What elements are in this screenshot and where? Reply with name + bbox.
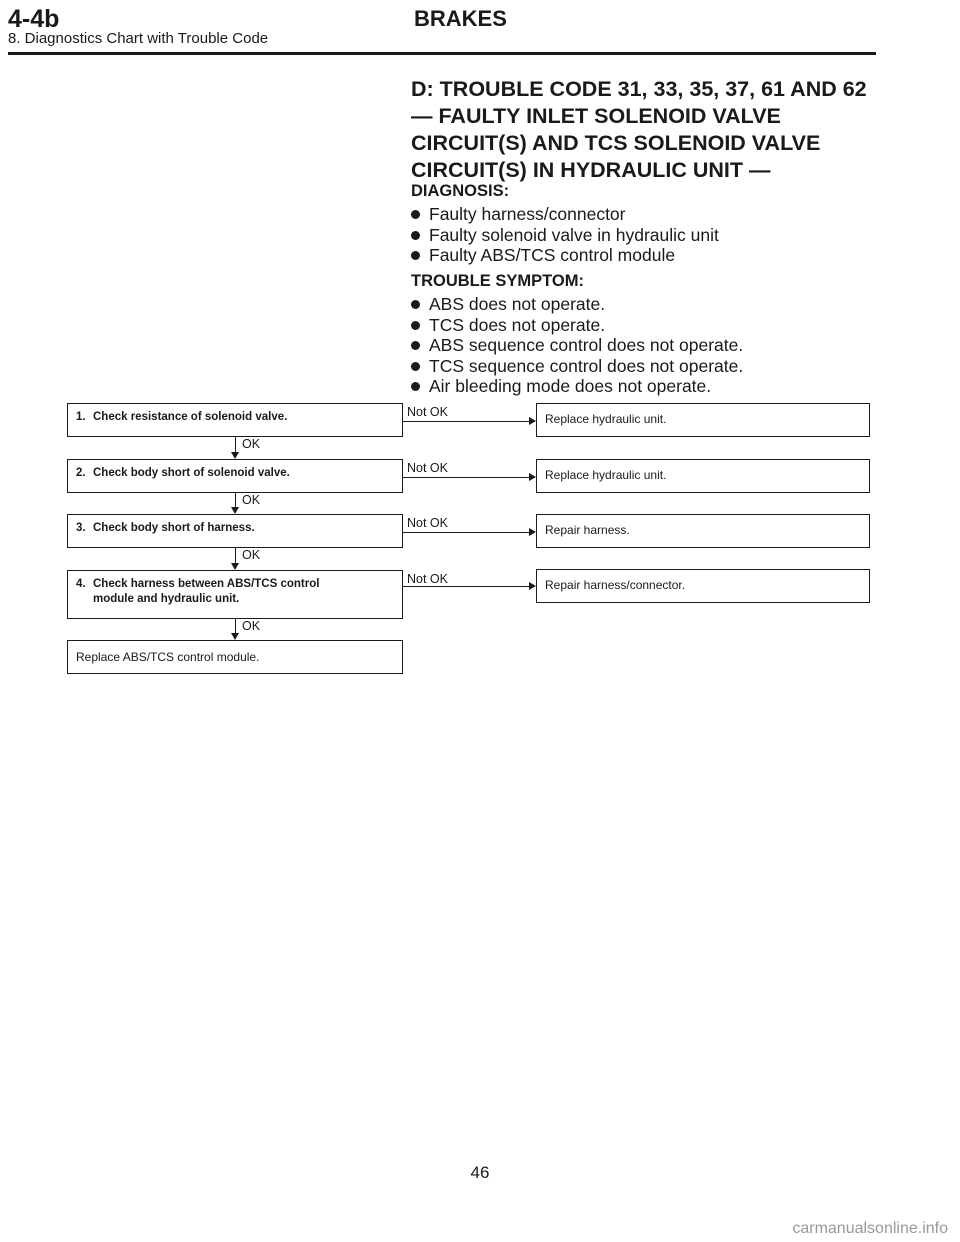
not-ok-label: Not OK	[407, 516, 448, 530]
ok-connector	[235, 437, 236, 452]
heading-line: — FAULTY INLET SOLENOID VALVE	[411, 104, 781, 128]
arrow-down-icon	[231, 452, 239, 459]
subsection-title: 8. Diagnostics Chart with Trouble Code	[8, 30, 269, 47]
step-text: Check resistance of solenoid valve.	[93, 411, 288, 423]
step-number: 2.	[76, 467, 86, 479]
list-item	[411, 315, 743, 336]
bullet-icon	[411, 210, 420, 219]
step-number: 1.	[76, 411, 86, 423]
bullet-icon	[411, 231, 420, 240]
arrow-right-icon	[529, 417, 536, 425]
step-text: Check body short of solenoid valve.	[93, 467, 290, 479]
list-item	[411, 204, 719, 225]
trouble-code-heading	[411, 76, 881, 184]
list-item-text: Air bleeding mode does not operate.	[429, 376, 712, 397]
ok-label: OK	[242, 619, 261, 633]
list-item	[411, 225, 719, 246]
ok-label: OK	[242, 493, 261, 507]
ok-label: OK	[242, 437, 261, 451]
not-ok-label: Not OK	[407, 572, 448, 586]
list-item-text: TCS does not operate.	[429, 314, 606, 335]
section-title: BRAKES	[414, 6, 507, 31]
diagnosis-heading: DIAGNOSIS:	[411, 182, 510, 200]
list-item-text: Faulty ABS/TCS control module	[429, 245, 676, 266]
ok-label: OK	[242, 548, 261, 562]
symptom-list	[411, 294, 743, 397]
step-box-2	[67, 459, 403, 493]
arrow-right-icon	[529, 582, 536, 590]
not-ok-label: Not OK	[407, 405, 448, 419]
result-box-3: Repair harness.	[536, 514, 870, 548]
list-item	[411, 245, 719, 266]
section-code: 4-4b	[8, 5, 60, 33]
not-ok-connector	[403, 421, 529, 422]
not-ok-connector	[403, 477, 529, 478]
not-ok-connector	[403, 532, 529, 533]
heading-line: D: TROUBLE CODE 31, 33, 35, 37, 61 AND 62	[411, 77, 867, 101]
bullet-icon	[411, 341, 420, 350]
ok-connector	[235, 548, 236, 563]
list-item	[411, 376, 743, 397]
list-item-text: ABS sequence control does not operate.	[429, 335, 744, 356]
step-text: Check body short of harness.	[93, 522, 255, 534]
list-item	[411, 335, 743, 356]
step-text: Check harness between ABS/TCS control	[93, 578, 320, 590]
heading-line: CIRCUIT(S) AND TCS SOLENOID VALVE	[411, 131, 821, 155]
step-number: 3.	[76, 522, 86, 534]
step-text: module and hydraulic unit.	[93, 592, 240, 605]
list-item-text: Faulty solenoid valve in hydraulic unit	[429, 224, 719, 245]
ok-connector	[235, 619, 236, 633]
header-divider	[8, 52, 876, 55]
symptom-heading: TROUBLE SYMPTOM:	[411, 272, 584, 290]
bullet-icon	[411, 362, 420, 371]
bullet-icon	[411, 321, 420, 330]
diagnosis-list	[411, 204, 719, 266]
result-box-4: Repair harness/connector.	[536, 569, 870, 603]
not-ok-connector	[403, 586, 529, 587]
arrow-down-icon	[231, 563, 239, 570]
list-item	[411, 294, 743, 315]
result-box-1: Replace hydraulic unit.	[536, 403, 870, 437]
arrow-down-icon	[231, 633, 239, 640]
watermark: carmanualsonline.info	[792, 1220, 948, 1237]
bullet-icon	[411, 382, 420, 391]
not-ok-label: Not OK	[407, 461, 448, 475]
bullet-icon	[411, 251, 420, 260]
arrow-right-icon	[529, 473, 536, 481]
heading-line: CIRCUIT(S) IN HYDRAULIC UNIT —	[411, 158, 771, 182]
ok-connector	[235, 493, 236, 507]
step-box-1	[67, 403, 403, 437]
step-number: 4.	[76, 578, 86, 590]
list-item	[411, 356, 743, 377]
list-item-text: TCS sequence control does not operate.	[429, 355, 744, 376]
step-box-4	[67, 570, 403, 619]
list-item-text: ABS does not operate.	[429, 294, 606, 314]
list-item-text: Faulty harness/connector	[429, 204, 626, 224]
result-box-2: Replace hydraulic unit.	[536, 459, 870, 493]
arrow-down-icon	[231, 507, 239, 514]
page-number: 46	[470, 1163, 490, 1182]
arrow-right-icon	[529, 528, 536, 536]
bullet-icon	[411, 300, 420, 309]
step-box-3	[67, 514, 403, 548]
final-action-box: Replace ABS/TCS control module.	[67, 640, 403, 674]
